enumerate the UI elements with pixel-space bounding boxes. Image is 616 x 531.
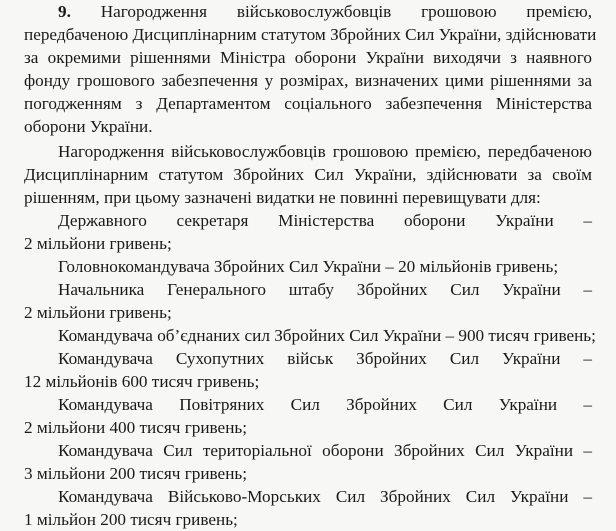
limit-item-2-line-1: Головнокомандувача Збройних Сил України – 20 мільйонів гривень; bbox=[58, 257, 559, 276]
limit-item-7-line-1: Командувача Сил територіальної оборони Збройних Сил України – bbox=[58, 441, 592, 460]
limit-item-6-line-2: 2 мільйони 400 тисяч гривень; bbox=[24, 418, 248, 437]
limit-item-8-line-1: Командувача Військово-Морських Сил Збройних Сил України – bbox=[58, 487, 592, 506]
limit-item-3-line-2: 2 мільйони гривень; bbox=[24, 303, 172, 322]
limit-item-6-line-1: Командувача Повітряних Сил Збройних Сил України – bbox=[58, 395, 592, 414]
paragraph-9-line-5: погодженням з Департаментом соціального забезпечення Міністерства bbox=[24, 94, 592, 113]
paragraph-9-line-1 bbox=[58, 1, 592, 23]
paragraph-9-line-6: оборони України. bbox=[24, 117, 153, 136]
paragraph-2-line-1: Нагородження військовослужбовців грошовою премією, передбаченою bbox=[58, 142, 592, 161]
limit-item-1-line-2: 2 мільйони гривень; bbox=[24, 234, 172, 253]
paragraph-2-line-3: рішенням, при цьому зазначені видатки не повинні перевищувати для: bbox=[24, 188, 541, 207]
limit-item-5-line-1: Командувача Сухопутних військ Збройних Сил України – bbox=[58, 349, 592, 368]
limit-item-3-line-1: Начальника Генерального штабу Збройних Сил України – bbox=[58, 280, 592, 299]
limit-item-4-line-1: Командувача об’єднаних сил Збройних Сил України – 900 тисяч гривень; bbox=[58, 326, 596, 345]
paragraph-9-line-4: фонду грошового забезпечення у розмірах, визначених цими рішеннями за bbox=[24, 71, 592, 90]
limit-item-8-line-2: 1 мільйон 200 тисяч гривень; bbox=[24, 510, 238, 529]
paragraph-2-line-2: Дисциплінарним статутом Збройних Сил України, здійснювати за своїм bbox=[24, 165, 592, 184]
paragraph-9-text: Нагородження військовослужбовців грошовою премією, bbox=[100, 2, 593, 21]
limit-item-7-line-2: 3 мільйони 200 тисяч гривень; bbox=[24, 464, 248, 483]
paragraph-9-line-2: передбаченою Дисциплінарним статутом Збройних Сил України, здійснювати bbox=[24, 25, 597, 44]
paragraph-9-line-3: за окремими рішеннями Міністра оборони України виходячи з наявного bbox=[24, 48, 592, 67]
paragraph-number: 9. bbox=[58, 2, 71, 21]
limit-item-1-line-1: Державного секретаря Міністерства оборони України – bbox=[58, 211, 592, 230]
limit-item-5-line-2: 12 мільйонів 600 тисяч гривень; bbox=[24, 372, 260, 391]
